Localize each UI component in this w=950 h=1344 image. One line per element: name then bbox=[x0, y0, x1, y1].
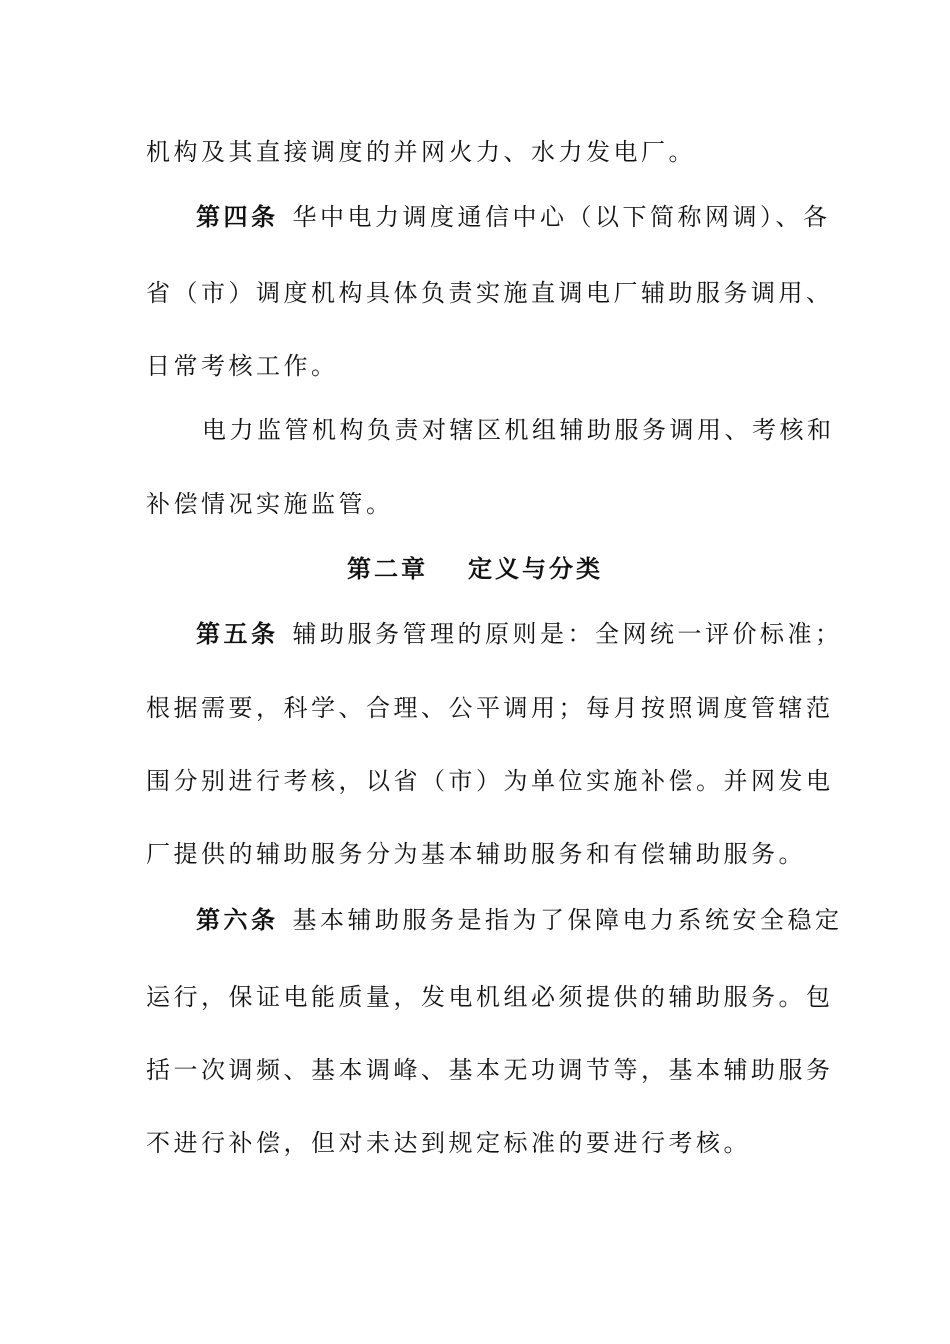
article-4-heading bbox=[196, 202, 856, 232]
article-4-text: 华中电力调度通信中心（以下简称网调）、各 bbox=[292, 203, 831, 231]
text-line: 括一次调频、基本调峰、基本无功调节等，基本辅助服务 bbox=[146, 1056, 834, 1084]
article-5-heading bbox=[196, 619, 856, 649]
text-line: 运行，保证电能质量，发电机组必须提供的辅助服务。包 bbox=[146, 983, 834, 1011]
text-line: 日常考核工作。 bbox=[146, 352, 339, 380]
text-line: 补偿情况实施监管。 bbox=[146, 490, 394, 518]
chapter-heading bbox=[0, 554, 950, 584]
text-line: 电力监管机构负责对辖区机组辅助服务调用、考核和 bbox=[202, 416, 835, 444]
text-line: 围分别进行考核，以省（市）为单位实施补偿。并网发电 bbox=[146, 767, 834, 795]
article-6-text: 基本辅助服务是指为了保障电力系统安全稳定 bbox=[292, 906, 843, 934]
article-6-label: 第六条 bbox=[196, 905, 279, 934]
text-line: 不进行补偿，但对未达到规定标准的要进行考核。 bbox=[146, 1129, 751, 1157]
text-line: 根据需要，科学、合理、公平调用；每月按照调度管辖范 bbox=[146, 694, 834, 722]
text-line: 机构及其直接调度的并网火力、水力发电厂。 bbox=[146, 138, 696, 166]
text-line: 省（市）调度机构具体负责实施直调电厂辅助服务调用、 bbox=[146, 279, 834, 307]
article-5-text: 辅助服务管理的原则是：全网统一评价标准； bbox=[292, 620, 843, 648]
article-5-label: 第五条 bbox=[196, 619, 279, 648]
article-6-heading bbox=[196, 905, 856, 935]
chapter-title: 定义与分类 bbox=[468, 554, 603, 583]
text-line: 厂提供的辅助服务分为基本辅助服务和有偿辅助服务。 bbox=[146, 840, 806, 868]
article-4-label: 第四条 bbox=[196, 202, 279, 231]
chapter-label: 第二章 bbox=[347, 554, 428, 583]
